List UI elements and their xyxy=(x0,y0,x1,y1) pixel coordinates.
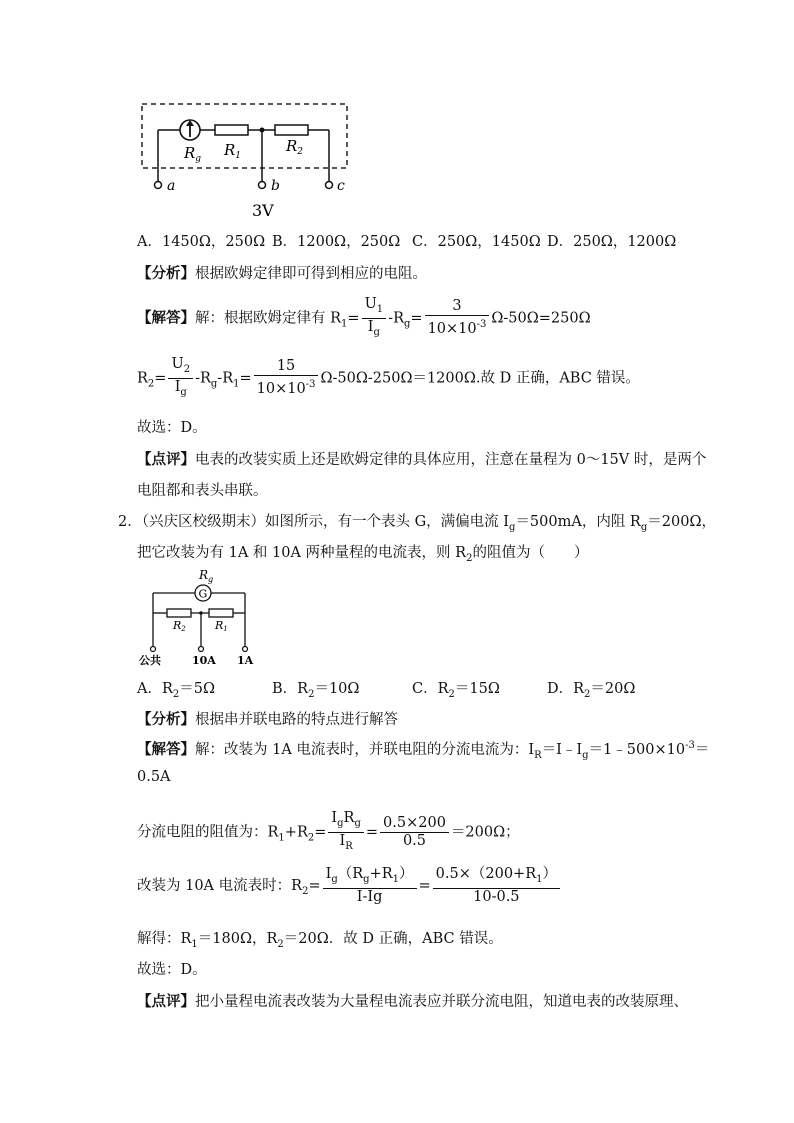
option-d: D．250Ω，1200Ω xyxy=(547,234,677,250)
q2-option-c: C．$R_2=15\Omega$ xyxy=(412,681,500,700)
svg-text:G: G xyxy=(198,587,208,601)
resistor-r2-fig2 xyxy=(167,609,191,617)
terminal-1a: 1A xyxy=(237,654,254,667)
circuit-diagram-2 xyxy=(135,565,265,670)
shunt-resistance-line: 分流电阻的阻值为：$R_1+R_2=$ $\frac{I_gR_g}{I_R}$ = $\frac{0.5\times 200}{0.5}$ ＝200Ω； xyxy=(137,810,520,852)
fig2-label-rg: $R_g$ xyxy=(199,568,214,584)
resistor-r1 xyxy=(215,125,248,135)
comment-line-1: 【点评】电表的改装实质上还是欧姆定律的具体应用，注意在量程为 0～15V 时，是两个 xyxy=(137,451,707,468)
circuit-diagram-1 xyxy=(130,95,360,225)
q2-choice-line: 故选：D。 xyxy=(137,962,207,978)
terminal-c: c xyxy=(337,178,345,194)
comment-line-2: 电阻都和表头串联。 xyxy=(137,483,268,499)
svg-text:R1: R1 xyxy=(215,619,228,633)
label-r2: $R_2$ xyxy=(286,137,304,157)
figure-caption: 3V xyxy=(252,201,274,220)
svg-text:R2: R2 xyxy=(173,619,186,633)
label-r1: $R_1$ xyxy=(224,141,242,161)
q2-comment-line-1: 【点评】把小量程电流表改装为大量程电流表应并联分流电阻，知道电表的改装原理、 xyxy=(137,993,688,1010)
resistor-r1-fig2 xyxy=(209,609,233,617)
q2-option-d: D．$R_2=20\Omega$ xyxy=(547,681,636,700)
question-2-stem-2: 把它改装为有 1A 和 10A 两种量程的电流表，则 $R_2$的阻值为（ ） xyxy=(137,545,589,564)
result-line: 解得：$R_1=180\Omega$，$R_2=20\Omega$．故 D 正确，ABC 错误。 xyxy=(137,931,503,950)
terminal-a: a xyxy=(167,178,176,194)
terminal-common: 公共 xyxy=(139,654,161,667)
question-2-stem-1: 2．（兴庆区校级期末）如图所示，有一个表头 G，满偏电流 $I_g=500mA$，内阻 $R_g=200\Omega$， xyxy=(118,514,716,533)
q2-solution-line-2: 0.5A xyxy=(137,769,171,785)
option-c: C．250Ω，1450Ω xyxy=(412,234,541,250)
terminal-b: b xyxy=(271,178,280,194)
terminal-10a: 10A xyxy=(192,654,216,667)
choice-line: 故选：D。 xyxy=(137,420,207,436)
q2-option-a: A．$R_2=5\Omega$ xyxy=(137,681,216,700)
option-a: A．1450Ω，250Ω xyxy=(137,234,266,250)
q2-analysis-line: 【分析】根据串并联电路的特点进行解答 xyxy=(137,711,398,728)
q2-option-b: B．$R_2=10\Omega$ xyxy=(272,681,360,700)
ten-amp-line: 改装为 10A 电流表时：$R_2=$ $\frac{I_g(R_g+R_1)}{I-Ig}$ = $\frac{0.5\times(200+R_1)}{10-0.5}$ xyxy=(137,866,562,906)
resistor-r2 xyxy=(275,125,308,135)
label-rg: $R_g$ xyxy=(184,144,202,164)
solution-line-1: 【解答】解：根据欧姆定律有 $R_1=$ $\frac{U_1}{I_g}$ $-R_g=$ $\frac{3}{10\times 10^{-3}}$ Ω-50Ω=250Ω xyxy=(137,296,591,338)
analysis-line: 【分析】根据欧姆定律即可得到相应的电阻。 xyxy=(137,265,427,282)
q2-solution-line-1: 【解答】解：改装为 1A 电流表时，并联电阻的分流电流为：$I_R=I﹣I_g=1﹣500\times 10^{-3}=$ xyxy=(137,740,710,761)
option-b: B．1200Ω，250Ω xyxy=(272,234,401,250)
solution-line-2: $R_2=$ $\frac{U_2}{I_g}$ $-R_g-R_1=$ $\frac{15}{10\times 10^{-3}}$ Ω-50Ω-250Ω＝1200Ω.故 D 正确，ABC 错误。 xyxy=(137,356,640,398)
